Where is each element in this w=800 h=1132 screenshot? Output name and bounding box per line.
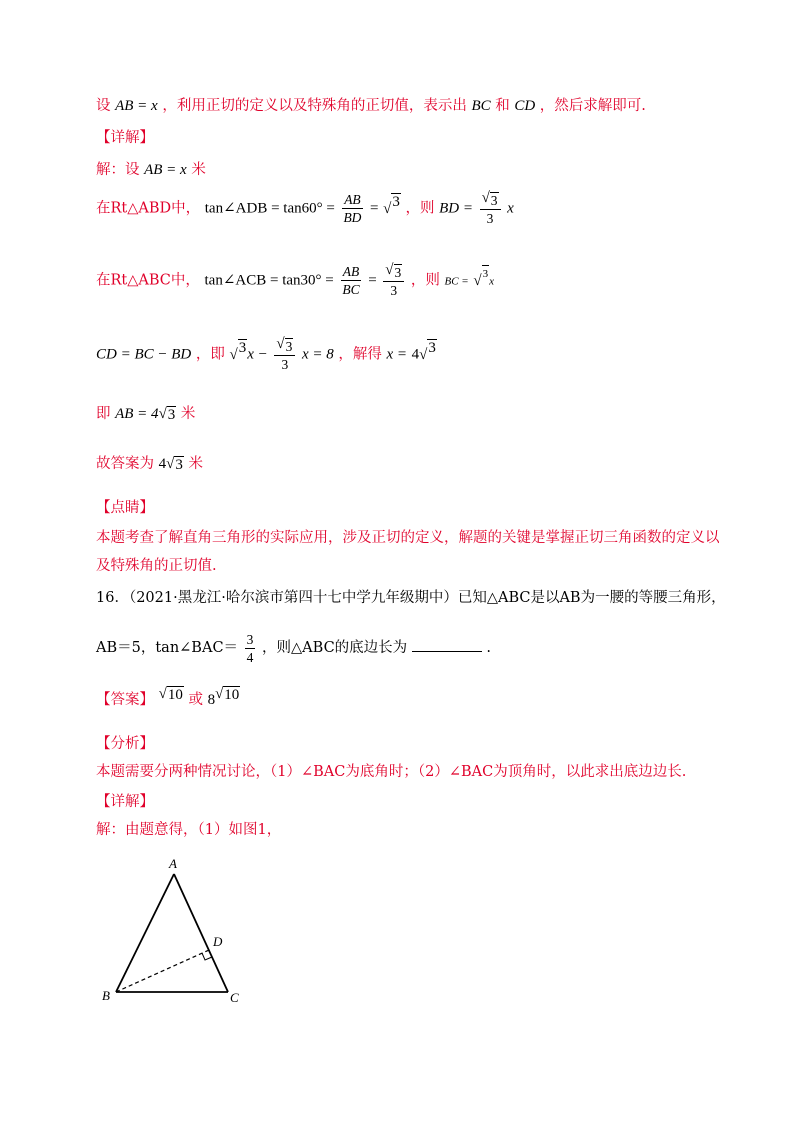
analysis-text: 本题需要分两种情况讨论，（1）∠BAC为底角时；（2）∠BAC为顶角时，以此求出底边边长. [96,764,687,780]
text: 设 [96,98,111,114]
answer-blank[interactable] [412,637,482,652]
math-minus: x − [247,346,268,363]
math-bd-eq: BD = [439,200,473,217]
fraction-ab-bd [341,191,363,226]
sqrt-3: √ 3 [419,339,436,363]
arg: 3 [167,407,176,423]
text: ，然后求解即可. [539,98,646,114]
heading-detail-2: 【详解】 [96,794,154,810]
arg: 3 [285,339,293,354]
text: AB＝5，tan∠BAC＝ [96,640,239,656]
heading-review: 【点睛】 [96,500,154,516]
question-16-condition [96,630,740,666]
triangle-figure [96,850,266,1010]
arg: 3 [394,265,402,280]
math-bc: BC [471,98,491,114]
sqrt-10: √ 10 [158,686,183,703]
heading-answer: 【答案】 [96,692,154,708]
text: . [486,640,491,656]
num: √ 3 [480,190,501,210]
solution-intro [96,160,740,180]
fraction-sqrt3-3 [480,190,501,227]
detail-2-text: 解：由题意得，（1）如图1， [96,822,282,838]
math-cd-eq: CD = BC − BD [96,346,192,363]
text: 在Rt△ABD中， [96,200,201,217]
arg: 3 [490,193,498,208]
label-a: A [169,856,177,871]
den: 3 [390,283,398,298]
text: 在Rt△ABC中， [96,272,200,289]
text: ，则 [405,200,435,217]
arg: 10 [167,687,183,703]
label-c: C [230,990,239,1005]
math-cd: CD [514,98,536,114]
num: AB [342,264,360,279]
ab-result-line [96,404,740,424]
text: ，则 [410,272,440,289]
text: 米 [191,162,206,178]
rt-abd-line [96,190,740,227]
label-b: B [102,988,110,1003]
sqrt-3: √ 3 [473,263,489,299]
text: 米 [180,406,196,422]
math-ab-eq-x: AB = x [144,162,187,178]
sqrt-3: √ 3 [166,456,183,473]
arg: 3 [175,457,183,473]
den: 3 [486,211,494,226]
rt-abc-line [96,262,740,300]
heading-detail: 【详解】 [96,130,154,146]
sqrt-10: √ 10 [215,686,240,703]
fraction-3-4 [245,631,256,666]
math-eq8: x = 8 [301,346,334,363]
math-tan-adb: tan∠ADB = tan60° = [204,200,335,217]
math-ab-eq-x: AB = x [115,98,158,114]
text: 解：设 [96,162,140,178]
eq: = [370,200,379,217]
num: AB [344,192,361,207]
arg: 3 [482,265,490,282]
num: √ 3 [383,262,404,282]
math-eight: 8 [207,692,216,708]
review-line-1: 本题考查了解直角三角形的实际应用，涉及正切的定义，解题的关键是掌握正切三角函数的定义以 [96,530,720,546]
num: 3 [246,631,254,647]
side-ab [116,874,174,992]
den: BC [342,282,360,297]
question-16-source: 16．（2021·黑龙江·哈尔滨市第四十七中学九年级期中）已知△ABC是以AB为一腰的等腰三角形， [96,590,726,606]
math-ab-eq: AB = 4 [115,406,159,422]
altitude-bd [116,950,209,992]
label-d: D [213,934,223,949]
text: 和 [495,98,510,114]
fraction-sqrt3-3 [383,262,404,299]
fraction-sqrt3-3 [274,336,295,373]
sqrt-3: √ 3 [158,406,176,423]
review-line-2: 及特殊角的正切值. [96,558,217,574]
fraction-ab-bc [340,263,361,298]
sqrt-3: √ 3 [383,193,400,217]
text: 或 [188,692,203,708]
text: 即 [96,406,111,422]
den: BD [343,210,362,225]
arg: 3 [392,193,400,210]
text: ，即 [195,346,225,363]
final-answer-line [96,454,740,474]
sqrt-3: √ 3 [229,339,247,363]
math-x: x [489,275,494,288]
arg: 10 [224,687,240,703]
cd-line [96,336,740,373]
den: 4 [246,649,254,665]
math-tan-acb: tan∠ACB = tan30° = [204,272,334,289]
text: ，解得 [338,346,382,363]
text: ，则△ABC的底边长为 [262,640,408,656]
num: √ 3 [274,336,295,356]
math-bc-eq: BC = [444,275,469,288]
analysis-prev-line [96,96,740,116]
math-four: 4 [158,456,167,472]
arg: 3 [428,339,436,356]
math-four: 4 [411,346,420,363]
arg: 3 [238,339,247,356]
math-x-eq: x = [386,346,407,363]
text: ，利用正切的定义以及特殊角的正切值，表示出 [162,98,467,114]
answer-line [96,684,740,710]
heading-analysis: 【分析】 [96,736,154,752]
eq: = [368,272,377,289]
math-x: x [507,200,514,217]
den: 3 [281,357,289,372]
side-ac [174,874,228,992]
text: 故答案为 [96,456,154,472]
text: 米 [188,456,203,472]
